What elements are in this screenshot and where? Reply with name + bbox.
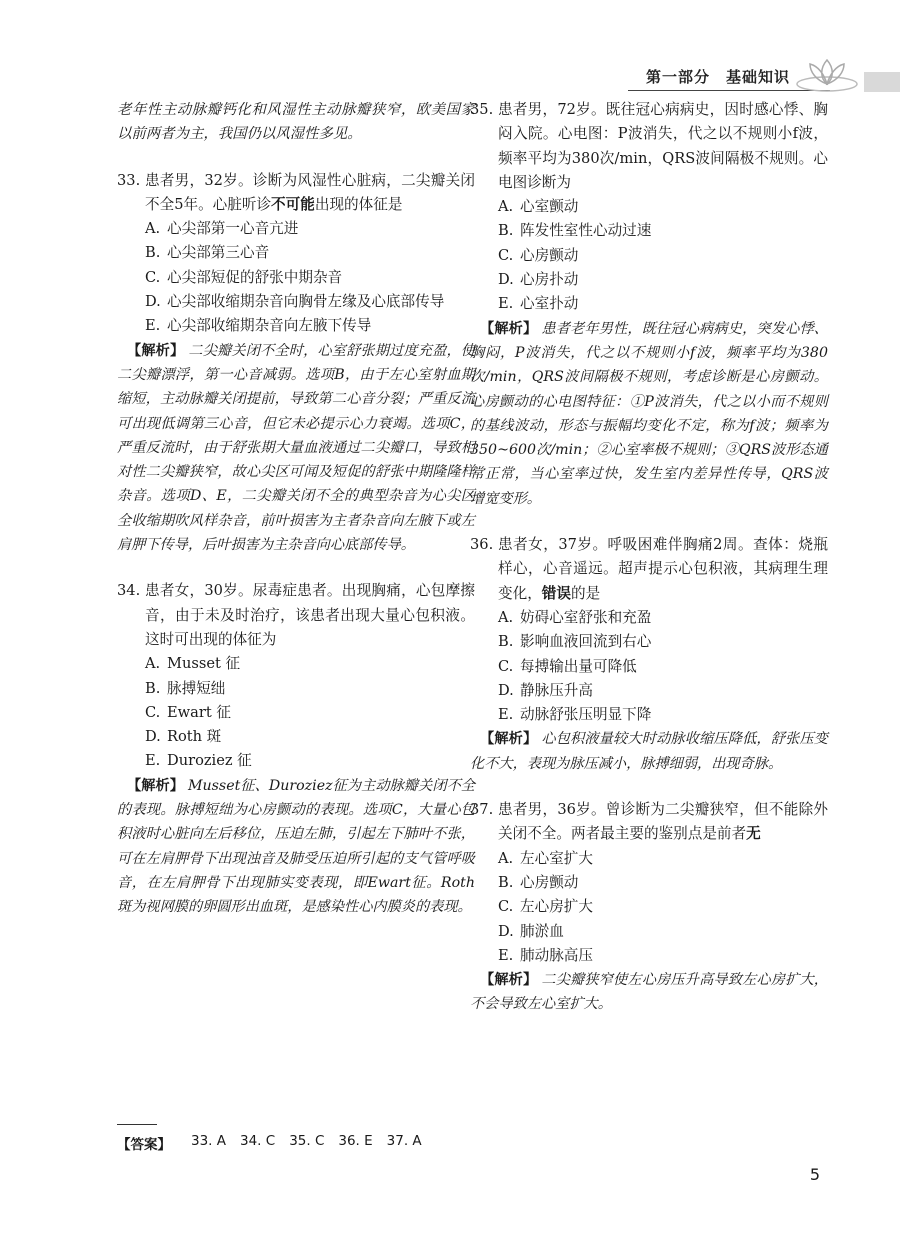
header-bar bbox=[864, 72, 900, 92]
question-number: 33. bbox=[117, 171, 141, 189]
option-list bbox=[470, 195, 828, 316]
intro-paragraph: 老年性主动脉瓣钙化和风湿性主动脉瓣狭窄，欧美国家以前两者为主，我国仍以风湿性多见。 bbox=[117, 102, 475, 143]
question-stem: 患者男，36岁。曾诊断为二尖瓣狭窄，但不能除外关闭不全。两者最主要的鉴别点是前者无 bbox=[498, 801, 828, 843]
section-title: 第一部分 基础知识 bbox=[645, 68, 790, 86]
option-e: E. 心室扑动 bbox=[498, 295, 579, 313]
option-d: D. 心尖部收缩期杂音向胸骨左缘及心底部传导 bbox=[145, 293, 445, 311]
option-b: B. 阵发性室性心动过速 bbox=[498, 222, 652, 240]
answer-item: 36. E bbox=[338, 1133, 373, 1149]
explanation: 【解析】 Musset征、Duroziez征为主动脉瓣关闭不全的表现。脉搏短绌为心房颤动的表现。选项C，大量心包积液时心脏向左后移位，压迫左肺，引起左下肺叶不张，可在左肩胛骨下出现浊音及肺受压迫所引起的支气管呼吸音，在左肩胛骨下出现肺实变表现，即Ewart征。Roth斑为视网膜的卵圆形出血斑，是感染性心内膜炎的表现。 bbox=[117, 777, 475, 916]
question-number: 34. bbox=[117, 582, 141, 600]
explanation: 【解析】 心包积液量较大时动脉收缩压降低，舒张压变化不大，表现为脉压减小，脉搏细弱，出现奇脉。 bbox=[470, 731, 828, 772]
option-b: B. 影响血液回流到右心 bbox=[498, 633, 652, 651]
option-c: C. 心尖部短促的舒张中期杂音 bbox=[145, 268, 343, 286]
option-list bbox=[470, 606, 828, 727]
option-e: E. 动脉舒张压明显下降 bbox=[498, 706, 652, 724]
option-b: B. 心房颤动 bbox=[498, 873, 579, 891]
option-list bbox=[117, 217, 475, 338]
option-b: B. 脉搏短绌 bbox=[145, 679, 226, 697]
option-d: D. 静脉压升高 bbox=[498, 681, 593, 699]
option-a: A. 左心室扩大 bbox=[498, 849, 593, 867]
option-list bbox=[117, 652, 475, 773]
answer-divider bbox=[117, 1124, 157, 1125]
option-e: E. 心尖部收缩期杂音向左腋下传导 bbox=[145, 317, 372, 335]
option-c: C. Ewart 征 bbox=[145, 703, 231, 721]
option-d: D. 肺淤血 bbox=[498, 922, 564, 940]
answer-label: 【答案】 bbox=[117, 1137, 171, 1153]
option-a: A. 心室颤动 bbox=[498, 198, 579, 216]
left-column bbox=[117, 98, 475, 920]
explanation: 【解析】 患者老年男性，既往冠心病病史，突发心悸、胸闷，P波消失，代之以不规则小f波，频率平均为380次/min，QRS波间隔极不规则，考虑诊断是心房颤动。心房颤动的心电图特征：①P波消失，代之以小而不规则的基线波动，形态与振幅均变化不定，称为f波；频率为350~600次/min；②心室率极不规则；③QRS波形态通常正常，当心室率过快，发生室内差异性传导，QRS波增宽变形。 bbox=[470, 320, 828, 507]
question-36 bbox=[470, 533, 828, 776]
answer-item: 34. C bbox=[240, 1133, 276, 1149]
answer-item: 35. C bbox=[289, 1133, 325, 1149]
option-c: C. 左心房扩大 bbox=[498, 898, 593, 916]
lotus-logo-icon bbox=[792, 52, 862, 96]
question-number: 37. bbox=[470, 801, 494, 819]
question-37 bbox=[470, 798, 828, 1017]
question-number: 35. bbox=[470, 101, 494, 118]
question-stem: 患者女，30岁。尿毒症患者。出现胸痛，心包摩擦音，由于未及时治疗，该患者出现大量心包积液。这时可出现的体征为 bbox=[145, 582, 475, 648]
answer-key bbox=[117, 1133, 422, 1153]
right-column bbox=[470, 98, 828, 1017]
question-stem: 患者男，32岁。诊断为风湿性心脏病，二尖瓣关闭不全5年。心脏听诊不可能出现的体征是 bbox=[145, 171, 475, 213]
option-list bbox=[470, 847, 828, 968]
question-stem: 患者男，72岁。既往冠心病病史，因时感心悸、胸闷入院。心电图：P波消失，代之以不规则小f波，频率平均为380次/min，QRS波间隔极不规则。心电图诊断为 bbox=[498, 101, 828, 191]
option-a: A. 心尖部第一心音亢进 bbox=[145, 220, 299, 238]
question-number: 36. bbox=[470, 536, 494, 554]
option-e: E. Duroziez 征 bbox=[145, 752, 252, 770]
option-a: A. Musset 征 bbox=[145, 655, 241, 673]
answer-item: 37. A bbox=[386, 1133, 422, 1149]
option-a: A. 妨碍心室舒张和充盈 bbox=[498, 608, 652, 626]
question-33 bbox=[117, 169, 475, 558]
explanation: 【解析】 二尖瓣狭窄使左心房压升高导致左心房扩大，不会导致左心室扩大。 bbox=[470, 972, 828, 1013]
option-b: B. 心尖部第三心音 bbox=[145, 244, 270, 262]
option-d: D. 心房扑动 bbox=[498, 271, 579, 289]
option-c: C. 每搏输出量可降低 bbox=[498, 657, 637, 675]
question-stem: 患者女，37岁。呼吸困难伴胸痛2周。查体：烧瓶样心，心音遥远。超声提示心包积液，其病理生理变化，错误的是 bbox=[498, 536, 828, 602]
option-e: E. 肺动脉高压 bbox=[498, 946, 593, 964]
page-number: 5 bbox=[809, 1165, 820, 1184]
question-34 bbox=[117, 579, 475, 919]
question-35 bbox=[470, 98, 828, 511]
answer-item: 33. A bbox=[191, 1133, 226, 1149]
option-d: D. Roth 斑 bbox=[145, 728, 222, 746]
page-header bbox=[0, 58, 900, 98]
explanation: 【解析】 二尖瓣关闭不全时，心室舒张期过度充盈，使二尖瓣漂浮，第一心音减弱。选项B，由于左心室射血期缩短，主动脉瓣关闭提前，导致第二心音分裂；严重反流可出现低调第三心音，但它未必提示心力衰竭。选项C，严重反流时，由于舒张期大量血液通过二尖瓣口，导致相对性二尖瓣狭窄，故心尖区可闻及短促的舒张中期隆隆样杂音。选项D、E，二尖瓣关闭不全的典型杂音为心尖区全收缩期吹风样杂音，前叶损害为主者杂音向左腋下或左肩胛下传导，后叶损害为主杂音向心底部传导。 bbox=[117, 342, 475, 554]
option-c: C. 心房颤动 bbox=[498, 246, 579, 264]
